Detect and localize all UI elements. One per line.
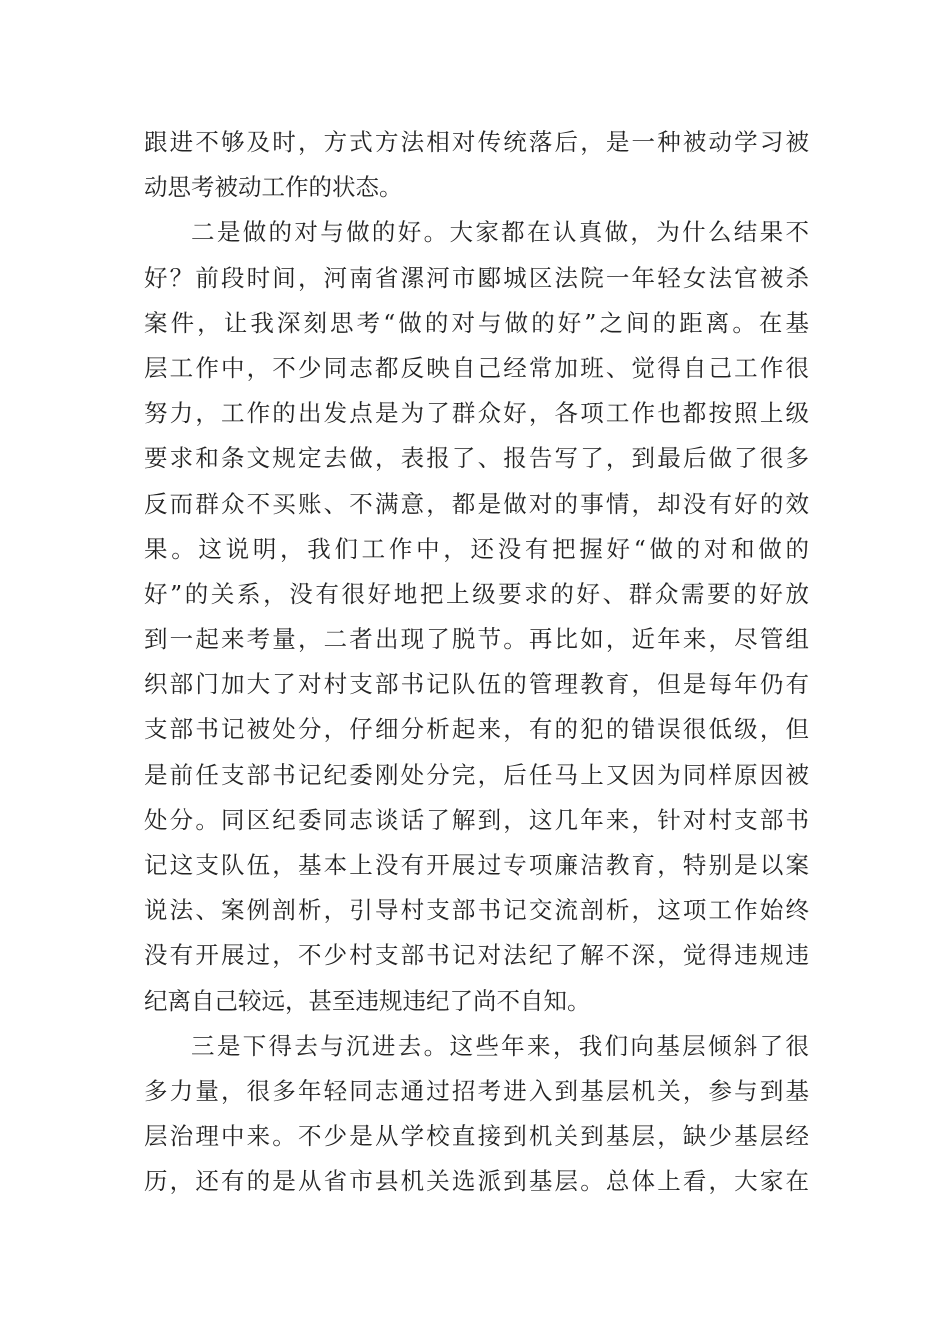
text-line: 纪离自己较远，甚至违规违纪了尚不自知。 <box>144 986 591 1015</box>
text-line: 支部书记被处分，仔细分析起来，有的犯的错误很低级，但 <box>144 715 809 744</box>
text-line: 处分。同区纪委同志谈话了解到，这几年来，针对村支部书 <box>144 805 809 834</box>
body-text <box>144 120 809 1205</box>
text-line: 跟进不够及时，方式方法相对传统落后，是一种被动学习被 <box>144 128 809 156</box>
text-line: 多力量，很多年轻同志通过招考进入到基层机关，参与到基 <box>144 1076 809 1105</box>
text-line: 没有开展过，不少村支部书记对法纪了解不深，觉得违规违 <box>144 941 809 970</box>
text-line: 努力，工作的出发点是为了群众好，各项工作也都按照上级 <box>144 399 809 428</box>
text-line: 记这支队伍，基本上没有开展过专项廉洁教育，特别是以案 <box>144 851 809 879</box>
text-line: 反而群众不买账、不满意，都是做对的事情，却没有好的效 <box>144 489 809 518</box>
text-line: 好？前段时间，河南省漯河市郾城区法院一年轻女法官被杀 <box>144 263 809 292</box>
text-line: 好”的关系，没有很好地把上级要求的好、群众需要的好放 <box>144 579 809 608</box>
text-line: 要求和条文规定去做，表报了、报告写了，到最后做了很多 <box>144 444 809 473</box>
text-line: 层治理中来。不少是从学校直接到机关到基层，缺少基层经 <box>144 1122 809 1151</box>
text-line: 案件，让我深刻思考“做的对与做的好”之间的距离。在基 <box>144 308 809 337</box>
text-line: 历，还有的是从省市县机关选派到基层。总体上看，大家在 <box>144 1167 809 1196</box>
text-line: 动思考被动工作的状态。 <box>144 173 403 202</box>
text-line: 织部门加大了对村支部书记队伍的管理教育，但是每年仍有 <box>144 670 809 699</box>
text-line: 层工作中，不少同志都反映自己经常加班、觉得自己工作很 <box>144 353 809 382</box>
text-line: 三是下得去与沉进去。这些年来，我们向基层倾斜了很 <box>191 1031 809 1060</box>
text-line: 二是做的对与做的好。大家都在认真做，为什么结果不 <box>191 218 809 247</box>
text-line: 是前任支部书记纪委刚处分完，后任马上又因为同样原因被 <box>144 760 809 789</box>
text-line: 果。这说明，我们工作中，还没有把握好“做的对和做的 <box>144 534 809 563</box>
text-line: 说法、案例剖析，引导村支部书记交流剖析，这项工作始终 <box>144 896 809 925</box>
text-line: 到一起来考量，二者出现了脱节。再比如，近年来，尽管组 <box>144 625 809 654</box>
